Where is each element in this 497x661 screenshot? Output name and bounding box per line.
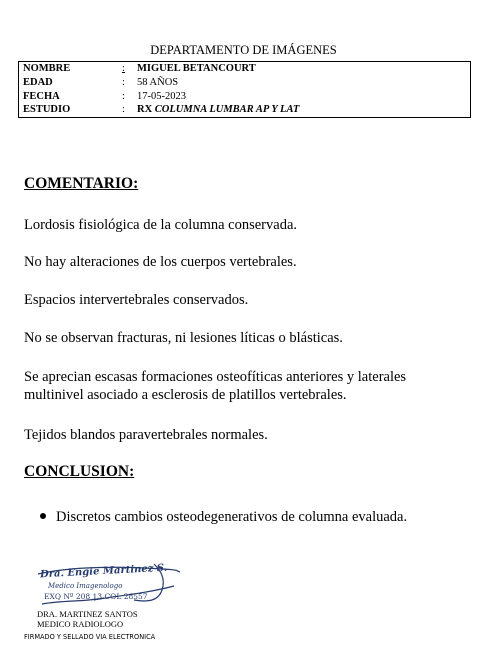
- age-label: EDAD: [23, 77, 53, 88]
- comment-paragraph: Tejidos blandos paravertebrales normales.: [24, 427, 268, 443]
- name-value: MIGUEL BETANCOURT: [137, 63, 256, 74]
- comment-paragraph: Lordosis fisiológica de la columna conservada.: [24, 217, 298, 233]
- date-separator: :: [122, 91, 125, 102]
- signature-role: Medico Imagenologo: [48, 582, 123, 590]
- study-value: [137, 103, 299, 117]
- study-label: ESTUDIO: [23, 104, 71, 115]
- patient-info-box: [18, 61, 471, 118]
- age-separator: :: [122, 77, 125, 88]
- doctor-title: MEDICO RADIOLOGO: [37, 619, 124, 629]
- comment-paragraph: Se aprecian escasas formaciones osteofíticas anteriores y laterales multinivel asociado a esclerosis de platillos vertebrales.: [24, 369, 407, 403]
- bullet-icon: [40, 513, 46, 519]
- signature-registration: EXQ Nº 208 13 COL 28557: [44, 592, 148, 601]
- signature-name: Dra. Engie Martinez S.: [39, 562, 168, 581]
- comment-paragraph: No hay alteraciones de los cuerpos vertebrales.: [24, 254, 297, 270]
- electronic-signature-note: FIRMADO Y SELLADO VIA ELECTRONICA: [24, 633, 156, 641]
- study-separator: :: [122, 104, 125, 115]
- conclusion-text: Discretos cambios osteodegenerativos de columna evaluada.: [56, 509, 408, 525]
- conclusion-heading: CONCLUSION:: [24, 463, 135, 480]
- name-label: NOMBRE: [23, 63, 71, 74]
- department-title: DEPARTAMENTO DE IMÁGENES: [150, 43, 337, 57]
- date-value: 17-05-2023: [137, 91, 186, 102]
- comment-paragraph: Espacios intervertebrales conservados.: [24, 292, 249, 308]
- name-separator: :: [122, 63, 125, 74]
- comment-heading: COMENTARIO:: [24, 175, 139, 192]
- study-prefix: RX: [137, 104, 153, 115]
- comment-paragraph: No se observan fracturas, ni lesiones líticas o blásticas.: [24, 330, 343, 346]
- conclusion-item: [40, 508, 407, 526]
- doctor-name: DRA. MARTINEZ SANTOS: [37, 609, 138, 619]
- date-label: FECHA: [23, 91, 60, 102]
- study-description: COLUMNA LUMBAR AP Y LAT: [154, 104, 300, 115]
- age-value: 58 AÑOS: [137, 77, 179, 88]
- signature-stamp: [34, 560, 184, 610]
